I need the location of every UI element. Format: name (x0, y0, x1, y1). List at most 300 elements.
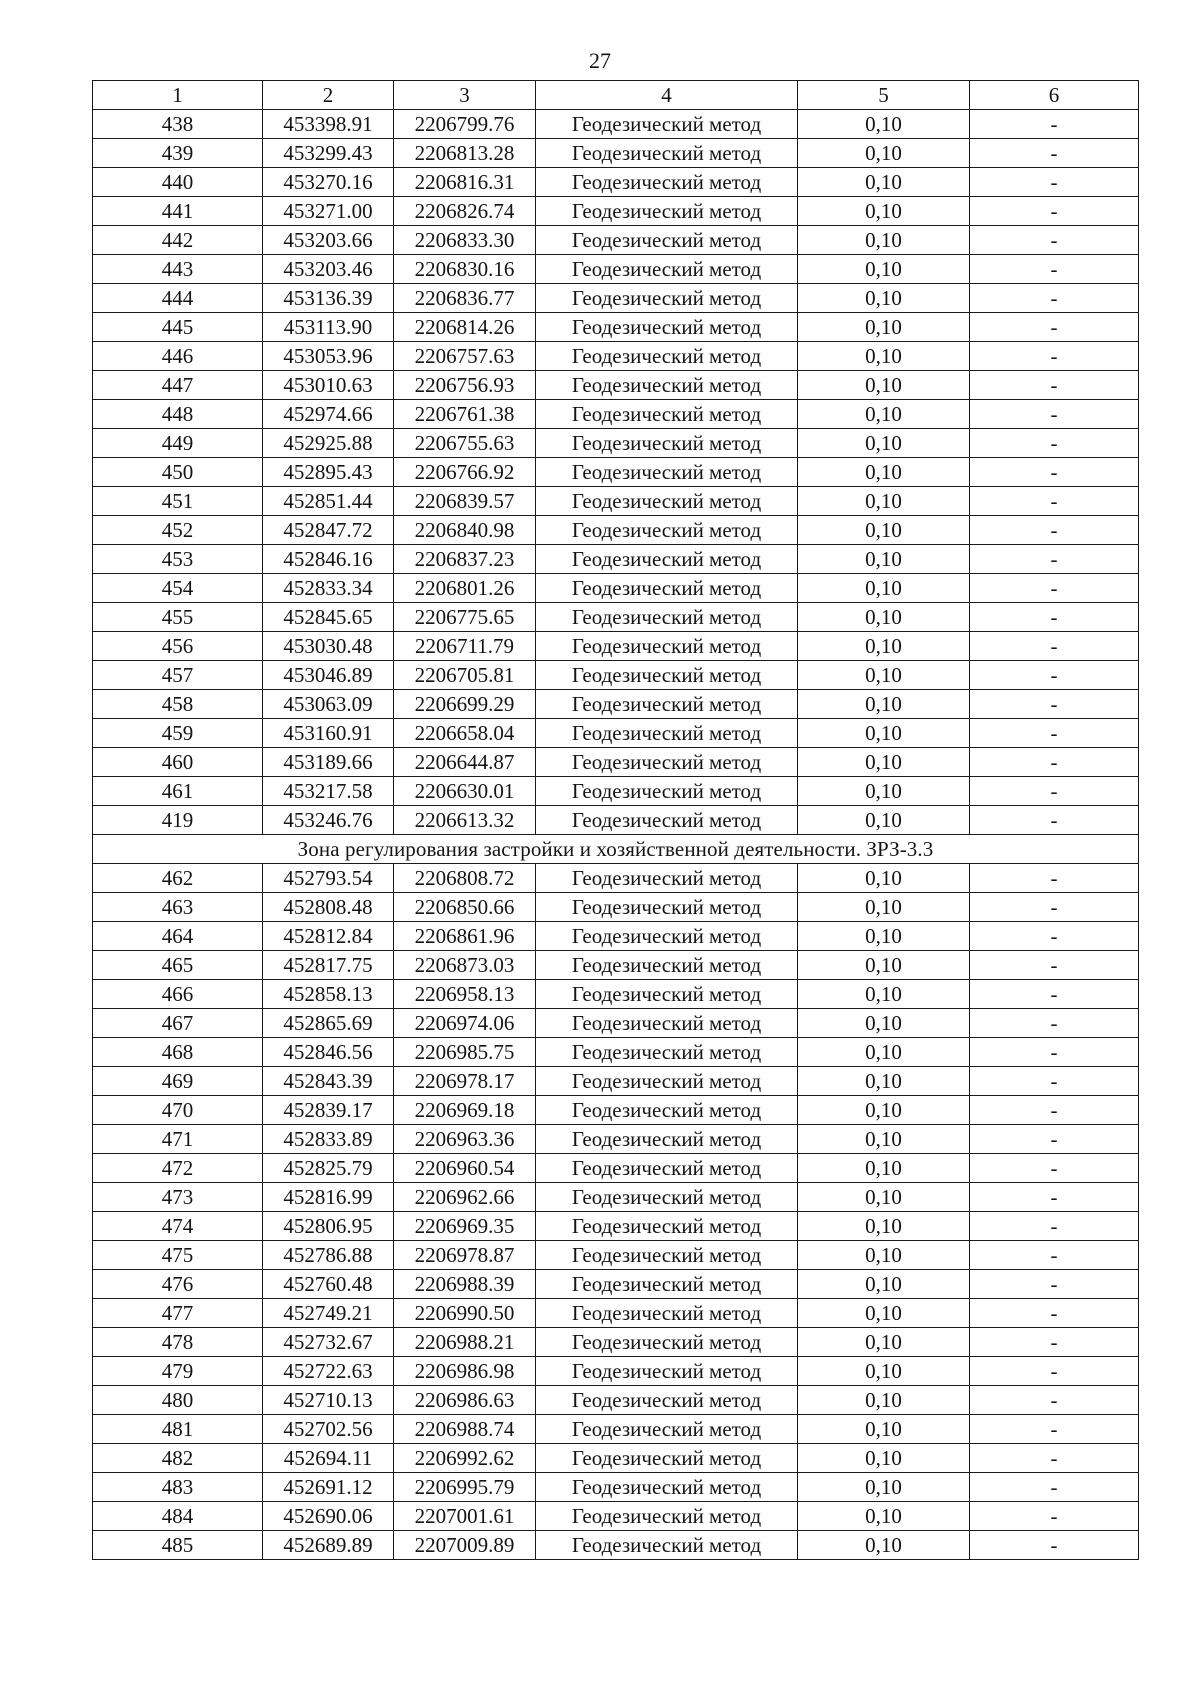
method-cell: Геодезический метод (536, 1067, 798, 1096)
accuracy-cell: 0,10 (798, 1531, 970, 1560)
point-number-cell: 469 (93, 1067, 263, 1096)
accuracy-cell: 0,10 (798, 1212, 970, 1241)
accuracy-cell: 0,10 (798, 1502, 970, 1531)
point-number-cell: 468 (93, 1038, 263, 1067)
accuracy-cell: 0,10 (798, 1125, 970, 1154)
table-row (93, 632, 1139, 661)
accuracy-cell: 0,10 (798, 1473, 970, 1502)
x-coordinate-cell: 452816.99 (263, 1183, 394, 1212)
method-cell: Геодезический метод (536, 864, 798, 893)
x-coordinate-cell: 453299.43 (263, 139, 394, 168)
note-cell: - (970, 487, 1139, 516)
point-number-cell: 441 (93, 197, 263, 226)
point-number-cell: 474 (93, 1212, 263, 1241)
y-coordinate-cell: 2206630.01 (394, 777, 536, 806)
accuracy-cell: 0,10 (798, 168, 970, 197)
table-row (93, 516, 1139, 545)
y-coordinate-cell: 2206873.03 (394, 951, 536, 980)
note-cell: - (970, 864, 1139, 893)
point-number-cell: 477 (93, 1299, 263, 1328)
y-coordinate-cell: 2206839.57 (394, 487, 536, 516)
method-cell: Геодезический метод (536, 1212, 798, 1241)
table-row (93, 197, 1139, 226)
y-coordinate-cell: 2206699.29 (394, 690, 536, 719)
table-row (93, 1299, 1139, 1328)
table-row (93, 1270, 1139, 1299)
y-coordinate-cell: 2206962.66 (394, 1183, 536, 1212)
method-cell: Геодезический метод (536, 1444, 798, 1473)
point-number-cell: 461 (93, 777, 263, 806)
column-header: 1 (93, 81, 263, 110)
accuracy-cell: 0,10 (798, 719, 970, 748)
note-cell: - (970, 197, 1139, 226)
note-cell: - (970, 1328, 1139, 1357)
note-cell: - (970, 1241, 1139, 1270)
note-cell: - (970, 1125, 1139, 1154)
note-cell: - (970, 1531, 1139, 1560)
table-row (93, 168, 1139, 197)
point-number-cell: 453 (93, 545, 263, 574)
y-coordinate-cell: 2206766.92 (394, 458, 536, 487)
note-cell: - (970, 458, 1139, 487)
note-cell: - (970, 516, 1139, 545)
table-row (93, 1386, 1139, 1415)
table-row (93, 1415, 1139, 1444)
y-coordinate-cell: 2206755.63 (394, 429, 536, 458)
note-cell: - (970, 1154, 1139, 1183)
note-cell: - (970, 1299, 1139, 1328)
y-coordinate-cell: 2206974.06 (394, 1009, 536, 1038)
y-coordinate-cell: 2206960.54 (394, 1154, 536, 1183)
point-number-cell: 440 (93, 168, 263, 197)
table-row (93, 1125, 1139, 1154)
table-row (93, 284, 1139, 313)
method-cell: Геодезический метод (536, 806, 798, 835)
method-cell: Геодезический метод (536, 632, 798, 661)
method-cell: Геодезический метод (536, 1009, 798, 1038)
y-coordinate-cell: 2206705.81 (394, 661, 536, 690)
table-row (93, 806, 1139, 835)
x-coordinate-cell: 452843.39 (263, 1067, 394, 1096)
table-row (93, 313, 1139, 342)
x-coordinate-cell: 452690.06 (263, 1502, 394, 1531)
accuracy-cell: 0,10 (798, 1241, 970, 1270)
x-coordinate-cell: 452851.44 (263, 487, 394, 516)
x-coordinate-cell: 452808.48 (263, 893, 394, 922)
method-cell: Геодезический метод (536, 1357, 798, 1386)
x-coordinate-cell: 453010.63 (263, 371, 394, 400)
note-cell: - (970, 400, 1139, 429)
accuracy-cell: 0,10 (798, 516, 970, 545)
table-row (93, 1357, 1139, 1386)
table-row (93, 545, 1139, 574)
page-number: 27 (589, 48, 611, 73)
y-coordinate-cell: 2206814.26 (394, 313, 536, 342)
x-coordinate-cell: 452722.63 (263, 1357, 394, 1386)
accuracy-cell: 0,10 (798, 1328, 970, 1357)
note-cell: - (970, 168, 1139, 197)
table-body (93, 110, 1139, 1560)
accuracy-cell: 0,10 (798, 980, 970, 1009)
accuracy-cell: 0,10 (798, 197, 970, 226)
table-row (93, 951, 1139, 980)
note-cell: - (970, 1502, 1139, 1531)
table-row (93, 1531, 1139, 1560)
y-coordinate-cell: 2206833.30 (394, 226, 536, 255)
x-coordinate-cell: 452895.43 (263, 458, 394, 487)
method-cell: Геодезический метод (536, 284, 798, 313)
point-number-cell: 464 (93, 922, 263, 951)
table-row (93, 139, 1139, 168)
table-row (93, 719, 1139, 748)
method-cell: Геодезический метод (536, 168, 798, 197)
accuracy-cell: 0,10 (798, 1386, 970, 1415)
method-cell: Геодезический метод (536, 1328, 798, 1357)
table-row (93, 1444, 1139, 1473)
method-cell: Геодезический метод (536, 313, 798, 342)
point-number-cell: 445 (93, 313, 263, 342)
table-row (93, 110, 1139, 139)
note-cell: - (970, 1067, 1139, 1096)
accuracy-cell: 0,10 (798, 545, 970, 574)
x-coordinate-cell: 452760.48 (263, 1270, 394, 1299)
y-coordinate-cell: 2206830.16 (394, 255, 536, 284)
method-cell: Геодезический метод (536, 980, 798, 1009)
x-coordinate-cell: 452845.65 (263, 603, 394, 632)
point-number-cell: 465 (93, 951, 263, 980)
method-cell: Геодезический метод (536, 1154, 798, 1183)
table-row (93, 777, 1139, 806)
note-cell: - (970, 806, 1139, 835)
note-cell: - (970, 1357, 1139, 1386)
y-coordinate-cell: 2206958.13 (394, 980, 536, 1009)
table-row (93, 574, 1139, 603)
note-cell: - (970, 893, 1139, 922)
point-number-cell: 479 (93, 1357, 263, 1386)
y-coordinate-cell: 2206969.35 (394, 1212, 536, 1241)
method-cell: Геодезический метод (536, 1241, 798, 1270)
table-row (93, 980, 1139, 1009)
note-cell: - (970, 1415, 1139, 1444)
accuracy-cell: 0,10 (798, 922, 970, 951)
point-number-cell: 485 (93, 1531, 263, 1560)
point-number-cell: 458 (93, 690, 263, 719)
note-cell: - (970, 313, 1139, 342)
note-cell: - (970, 1096, 1139, 1125)
x-coordinate-cell: 452812.84 (263, 922, 394, 951)
y-coordinate-cell: 2206988.39 (394, 1270, 536, 1299)
point-number-cell: 457 (93, 661, 263, 690)
y-coordinate-cell: 2206756.93 (394, 371, 536, 400)
table-row (93, 1038, 1139, 1067)
accuracy-cell: 0,10 (798, 864, 970, 893)
table-row (93, 255, 1139, 284)
method-cell: Геодезический метод (536, 255, 798, 284)
accuracy-cell: 0,10 (798, 661, 970, 690)
x-coordinate-cell: 452865.69 (263, 1009, 394, 1038)
x-coordinate-cell: 452793.54 (263, 864, 394, 893)
method-cell: Геодезический метод (536, 400, 798, 429)
table-row (93, 1096, 1139, 1125)
y-coordinate-cell: 2206985.75 (394, 1038, 536, 1067)
x-coordinate-cell: 453053.96 (263, 342, 394, 371)
note-cell: - (970, 371, 1139, 400)
y-coordinate-cell: 2206837.23 (394, 545, 536, 574)
point-number-cell: 462 (93, 864, 263, 893)
y-coordinate-cell: 2206963.36 (394, 1125, 536, 1154)
y-coordinate-cell: 2206988.21 (394, 1328, 536, 1357)
accuracy-cell: 0,10 (798, 487, 970, 516)
accuracy-cell: 0,10 (798, 893, 970, 922)
point-number-cell: 443 (93, 255, 263, 284)
table-row (93, 1212, 1139, 1241)
x-coordinate-cell: 452925.88 (263, 429, 394, 458)
method-cell: Геодезический метод (536, 574, 798, 603)
point-number-cell: 454 (93, 574, 263, 603)
note-cell: - (970, 284, 1139, 313)
accuracy-cell: 0,10 (798, 1009, 970, 1038)
y-coordinate-cell: 2207001.61 (394, 1502, 536, 1531)
accuracy-cell: 0,10 (798, 1415, 970, 1444)
table-row (93, 400, 1139, 429)
point-number-cell: 476 (93, 1270, 263, 1299)
x-coordinate-cell: 453160.91 (263, 719, 394, 748)
x-coordinate-cell: 453270.16 (263, 168, 394, 197)
y-coordinate-cell: 2206826.74 (394, 197, 536, 226)
accuracy-cell: 0,10 (798, 429, 970, 458)
point-number-cell: 482 (93, 1444, 263, 1473)
header-row (93, 81, 1139, 110)
note-cell: - (970, 226, 1139, 255)
method-cell: Геодезический метод (536, 951, 798, 980)
method-cell: Геодезический метод (536, 1183, 798, 1212)
note-cell: - (970, 1444, 1139, 1473)
x-coordinate-cell: 452846.56 (263, 1038, 394, 1067)
x-coordinate-cell: 452974.66 (263, 400, 394, 429)
method-cell: Геодезический метод (536, 603, 798, 632)
table-row (93, 603, 1139, 632)
y-coordinate-cell: 2206761.38 (394, 400, 536, 429)
point-number-cell: 446 (93, 342, 263, 371)
accuracy-cell: 0,10 (798, 1067, 970, 1096)
accuracy-cell: 0,10 (798, 110, 970, 139)
note-cell: - (970, 342, 1139, 371)
point-number-cell: 478 (93, 1328, 263, 1357)
method-cell: Геодезический метод (536, 1473, 798, 1502)
table-row (93, 458, 1139, 487)
note-cell: - (970, 661, 1139, 690)
y-coordinate-cell: 2206978.17 (394, 1067, 536, 1096)
note-cell: - (970, 545, 1139, 574)
note-cell: - (970, 777, 1139, 806)
point-number-cell: 447 (93, 371, 263, 400)
note-cell: - (970, 1212, 1139, 1241)
point-number-cell: 449 (93, 429, 263, 458)
point-number-cell: 460 (93, 748, 263, 777)
accuracy-cell: 0,10 (798, 806, 970, 835)
y-coordinate-cell: 2206613.32 (394, 806, 536, 835)
x-coordinate-cell: 452710.13 (263, 1386, 394, 1415)
accuracy-cell: 0,10 (798, 574, 970, 603)
column-header: 3 (394, 81, 536, 110)
zone-title: Зона регулирования застройки и хозяйственной деятельности. ЗРЗ-3.3 (93, 835, 1139, 864)
method-cell: Геодезический метод (536, 371, 798, 400)
accuracy-cell: 0,10 (798, 1270, 970, 1299)
accuracy-cell: 0,10 (798, 748, 970, 777)
point-number-cell: 456 (93, 632, 263, 661)
method-cell: Геодезический метод (536, 748, 798, 777)
table-row (93, 661, 1139, 690)
method-cell: Геодезический метод (536, 1531, 798, 1560)
y-coordinate-cell: 2206816.31 (394, 168, 536, 197)
table-row (93, 864, 1139, 893)
y-coordinate-cell: 2206711.79 (394, 632, 536, 661)
table-row (93, 748, 1139, 777)
method-cell: Геодезический метод (536, 516, 798, 545)
column-header: 2 (263, 81, 394, 110)
x-coordinate-cell: 452749.21 (263, 1299, 394, 1328)
x-coordinate-cell: 453398.91 (263, 110, 394, 139)
accuracy-cell: 0,10 (798, 1357, 970, 1386)
y-coordinate-cell: 2206988.74 (394, 1415, 536, 1444)
column-header: 4 (536, 81, 798, 110)
point-number-cell: 463 (93, 893, 263, 922)
table-row (93, 429, 1139, 458)
method-cell: Геодезический метод (536, 110, 798, 139)
point-number-cell: 442 (93, 226, 263, 255)
accuracy-cell: 0,10 (798, 226, 970, 255)
method-cell: Геодезический метод (536, 487, 798, 516)
x-coordinate-cell: 452689.89 (263, 1531, 394, 1560)
x-coordinate-cell: 453063.09 (263, 690, 394, 719)
accuracy-cell: 0,10 (798, 632, 970, 661)
accuracy-cell: 0,10 (798, 777, 970, 806)
y-coordinate-cell: 2206969.18 (394, 1096, 536, 1125)
table-row (93, 922, 1139, 951)
method-cell: Геодезический метод (536, 1386, 798, 1415)
note-cell: - (970, 110, 1139, 139)
table-row (93, 1067, 1139, 1096)
point-number-cell: 484 (93, 1502, 263, 1531)
method-cell: Геодезический метод (536, 893, 798, 922)
note-cell: - (970, 980, 1139, 1009)
x-coordinate-cell: 453203.46 (263, 255, 394, 284)
x-coordinate-cell: 452806.95 (263, 1212, 394, 1241)
point-number-cell: 470 (93, 1096, 263, 1125)
note-cell: - (970, 690, 1139, 719)
note-cell: - (970, 719, 1139, 748)
note-cell: - (970, 574, 1139, 603)
accuracy-cell: 0,10 (798, 951, 970, 980)
point-number-cell: 481 (93, 1415, 263, 1444)
table-row (93, 371, 1139, 400)
x-coordinate-cell: 453271.00 (263, 197, 394, 226)
y-coordinate-cell: 2207009.89 (394, 1531, 536, 1560)
x-coordinate-cell: 453030.48 (263, 632, 394, 661)
x-coordinate-cell: 453189.66 (263, 748, 394, 777)
method-cell: Геодезический метод (536, 661, 798, 690)
y-coordinate-cell: 2206861.96 (394, 922, 536, 951)
table-row (93, 226, 1139, 255)
method-cell: Геодезический метод (536, 1415, 798, 1444)
table-row (93, 1502, 1139, 1531)
table-row (93, 487, 1139, 516)
y-coordinate-cell: 2206986.98 (394, 1357, 536, 1386)
y-coordinate-cell: 2206808.72 (394, 864, 536, 893)
accuracy-cell: 0,10 (798, 400, 970, 429)
table-row (93, 1009, 1139, 1038)
x-coordinate-cell: 452694.11 (263, 1444, 394, 1473)
x-coordinate-cell: 452846.16 (263, 545, 394, 574)
x-coordinate-cell: 453046.89 (263, 661, 394, 690)
point-number-cell: 448 (93, 400, 263, 429)
accuracy-cell: 0,10 (798, 1038, 970, 1067)
table-row (93, 342, 1139, 371)
accuracy-cell: 0,10 (798, 1444, 970, 1473)
accuracy-cell: 0,10 (798, 371, 970, 400)
method-cell: Геодезический метод (536, 226, 798, 255)
accuracy-cell: 0,10 (798, 342, 970, 371)
x-coordinate-cell: 452702.56 (263, 1415, 394, 1444)
method-cell: Геодезический метод (536, 1038, 798, 1067)
x-coordinate-cell: 452833.89 (263, 1125, 394, 1154)
column-header: 5 (798, 81, 970, 110)
y-coordinate-cell: 2206986.63 (394, 1386, 536, 1415)
point-number-cell: 483 (93, 1473, 263, 1502)
x-coordinate-cell: 452833.34 (263, 574, 394, 603)
method-cell: Геодезический метод (536, 1270, 798, 1299)
point-number-cell: 444 (93, 284, 263, 313)
zone-title-row (93, 835, 1139, 864)
point-number-cell: 419 (93, 806, 263, 835)
accuracy-cell: 0,10 (798, 313, 970, 342)
y-coordinate-cell: 2206775.65 (394, 603, 536, 632)
y-coordinate-cell: 2206813.28 (394, 139, 536, 168)
x-coordinate-cell: 453136.39 (263, 284, 394, 313)
coordinates-table (92, 80, 1139, 1560)
accuracy-cell: 0,10 (798, 1096, 970, 1125)
note-cell: - (970, 1009, 1139, 1038)
y-coordinate-cell: 2206799.76 (394, 110, 536, 139)
note-cell: - (970, 429, 1139, 458)
point-number-cell: 438 (93, 110, 263, 139)
x-coordinate-cell: 452691.12 (263, 1473, 394, 1502)
note-cell: - (970, 1386, 1139, 1415)
method-cell: Геодезический метод (536, 545, 798, 574)
point-number-cell: 475 (93, 1241, 263, 1270)
note-cell: - (970, 603, 1139, 632)
note-cell: - (970, 255, 1139, 284)
point-number-cell: 455 (93, 603, 263, 632)
accuracy-cell: 0,10 (798, 1154, 970, 1183)
table-row (93, 893, 1139, 922)
accuracy-cell: 0,10 (798, 1183, 970, 1212)
x-coordinate-cell: 452825.79 (263, 1154, 394, 1183)
accuracy-cell: 0,10 (798, 690, 970, 719)
point-number-cell: 472 (93, 1154, 263, 1183)
point-number-cell: 459 (93, 719, 263, 748)
x-coordinate-cell: 452858.13 (263, 980, 394, 1009)
point-number-cell: 439 (93, 139, 263, 168)
note-cell: - (970, 951, 1139, 980)
method-cell: Геодезический метод (536, 1299, 798, 1328)
table-row (93, 1328, 1139, 1357)
accuracy-cell: 0,10 (798, 458, 970, 487)
method-cell: Геодезический метод (536, 690, 798, 719)
table-row (93, 690, 1139, 719)
note-cell: - (970, 139, 1139, 168)
x-coordinate-cell: 452847.72 (263, 516, 394, 545)
